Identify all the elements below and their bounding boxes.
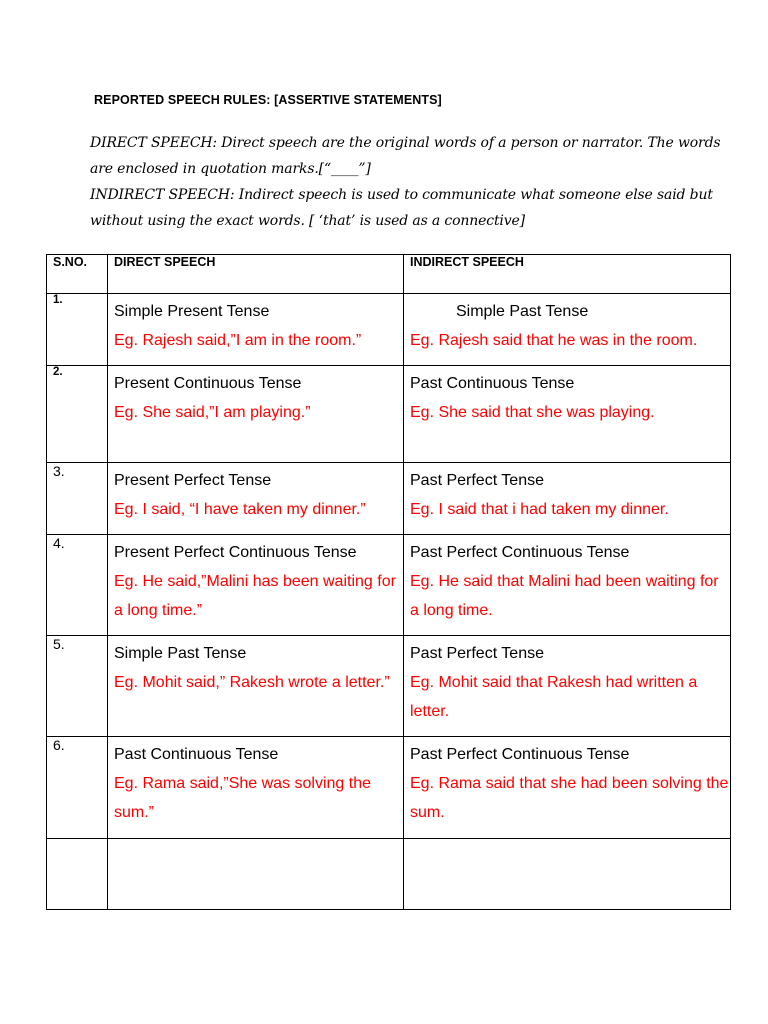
- indirect-example: Eg. I said that i had taken my dinner.: [410, 501, 669, 518]
- indirect-tense: [410, 839, 730, 842]
- row-number: 6.: [47, 737, 108, 839]
- direct-example: Eg. I said, “I have taken my dinner.”: [114, 501, 366, 518]
- indirect-tense: Past Perfect Tense: [410, 645, 544, 662]
- indirect-cell: [404, 366, 731, 463]
- indirect-tense: Past Perfect Continuous Tense: [410, 544, 630, 561]
- direct-cell: [108, 636, 404, 737]
- table-row: [47, 839, 731, 910]
- row-number: [47, 839, 108, 910]
- direct-tense: Present Perfect Continuous Tense: [114, 544, 357, 561]
- indirect-example: Eg. She said that she was playing.: [410, 404, 655, 421]
- page-title: REPORTED SPEECH RULES: [ASSERTIVE STATEMENTS]: [94, 93, 442, 107]
- direct-tense: [114, 839, 403, 842]
- direct-example: Eg. Rama said,”She was solving the sum.”: [114, 775, 372, 821]
- table-row: [47, 636, 731, 737]
- indirect-cell: [404, 636, 731, 737]
- direct-example: Eg. Mohit said,” Rakesh wrote a letter.”: [114, 674, 390, 691]
- indirect-example: Eg. Rama said that she had been solving the sum.: [410, 775, 729, 821]
- reported-speech-table: [46, 254, 731, 910]
- table-header-row: [47, 255, 731, 294]
- direct-cell: [108, 463, 404, 535]
- row-number: 4.: [47, 535, 108, 636]
- direct-example: Eg. She said,”I am playing.”: [114, 404, 311, 421]
- indirect-example: Eg. Rajesh said that he was in the room.: [410, 332, 698, 349]
- header-indirect-speech: INDIRECT SPEECH: [404, 255, 731, 294]
- row-number: 3.: [47, 463, 108, 535]
- indirect-tense: Past Perfect Tense: [410, 472, 544, 489]
- indirect-example: Eg. Mohit said that Rakesh had written a letter.: [410, 674, 698, 720]
- table-row: [47, 535, 731, 636]
- direct-cell: [108, 839, 404, 910]
- direct-cell: [108, 737, 404, 839]
- table-row: [47, 366, 731, 463]
- indirect-speech-definition: INDIRECT SPEECH: Indirect speech is used to communicate what someone else said but without using the exact words. [ ‘that’ is used as a connective]: [90, 187, 713, 229]
- direct-example: Eg. Rajesh said,”I am in the room.”: [114, 332, 362, 349]
- indirect-tense: Past Continuous Tense: [410, 375, 575, 392]
- row-number: 2.: [47, 366, 108, 463]
- row-number: 1.: [47, 294, 108, 366]
- direct-tense: Past Continuous Tense: [114, 746, 279, 763]
- indirect-tense: Past Perfect Continuous Tense: [410, 746, 630, 763]
- table-row: [47, 294, 731, 366]
- indirect-cell: [404, 463, 731, 535]
- direct-tense: Present Perfect Tense: [114, 472, 272, 489]
- direct-tense: Simple Present Tense: [114, 303, 270, 320]
- direct-tense: Simple Past Tense: [114, 645, 247, 662]
- indirect-example: Eg. He said that Malini had been waiting for a long time.: [410, 573, 719, 619]
- header-direct-speech: DIRECT SPEECH: [108, 255, 404, 294]
- indirect-cell: [404, 737, 731, 839]
- definitions-block: [90, 130, 730, 234]
- direct-cell: [108, 294, 404, 366]
- direct-tense: Present Continuous Tense: [114, 375, 302, 392]
- direct-speech-definition: DIRECT SPEECH: Direct speech are the original words of a person or narrator. The words are enclosed in quotation marks.[“____”]: [90, 135, 721, 177]
- indirect-cell: [404, 839, 731, 910]
- indirect-cell: [404, 294, 731, 366]
- direct-example: Eg. He said,”Malini has been waiting for a long time.”: [114, 573, 396, 619]
- indirect-cell: [404, 535, 731, 636]
- table-row: [47, 463, 731, 535]
- header-sno: S.NO.: [47, 255, 108, 294]
- row-number: 5.: [47, 636, 108, 737]
- direct-cell: [108, 366, 404, 463]
- indirect-tense: Simple Past Tense: [456, 303, 589, 320]
- table-row: [47, 737, 731, 839]
- direct-cell: [108, 535, 404, 636]
